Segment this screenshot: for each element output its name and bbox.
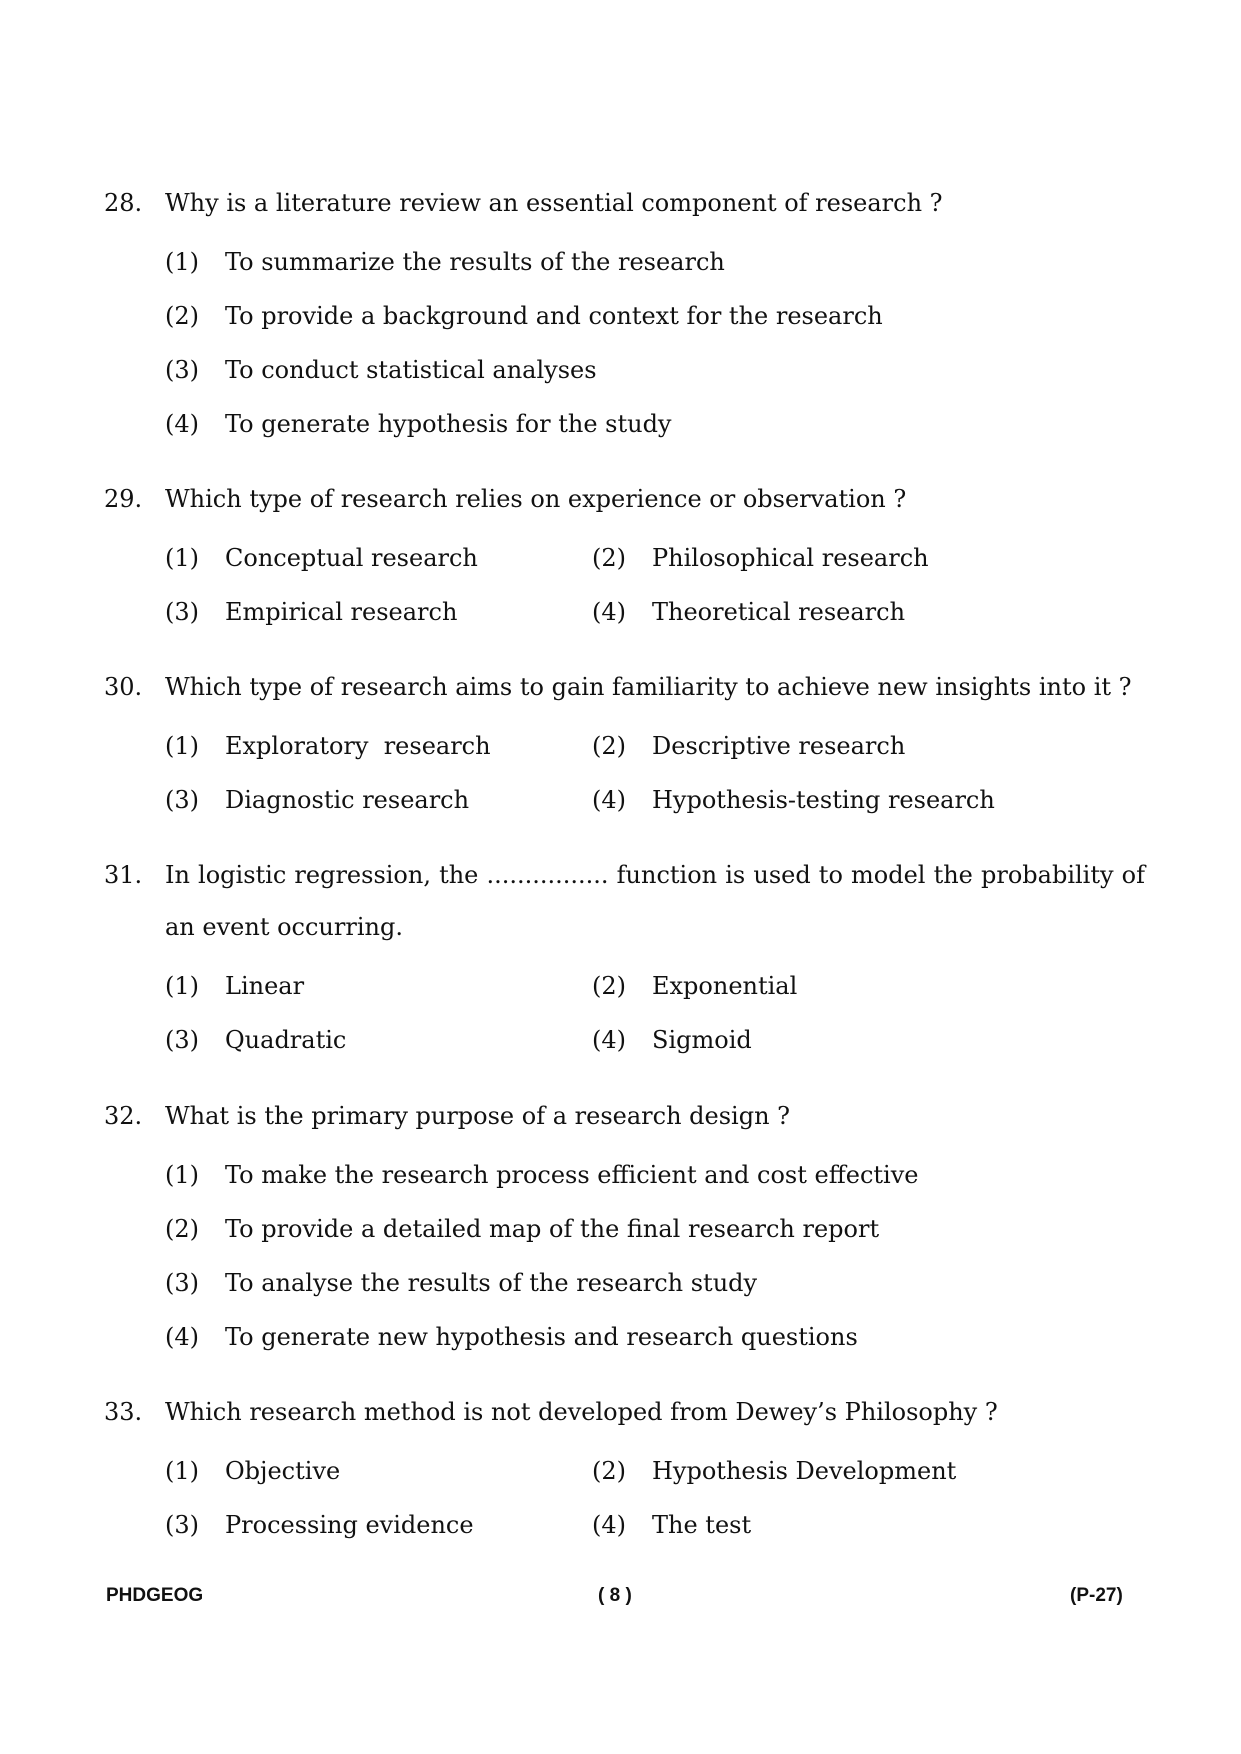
question-number: 28. xyxy=(104,189,143,217)
option-number: (3) xyxy=(165,1026,199,1054)
question-30 xyxy=(104,661,1144,827)
option-text: To make the research process efficient and cost effective xyxy=(225,1161,919,1189)
option-text: Diagnostic research xyxy=(225,786,470,814)
option-number: (4) xyxy=(592,1511,626,1539)
option-text: Hypothesis-testing research xyxy=(652,786,995,814)
option-text: Conceptual research xyxy=(225,544,478,572)
option-number: (2) xyxy=(592,732,626,760)
question-number: 33. xyxy=(104,1398,143,1426)
option-text: To generate hypothesis for the study xyxy=(225,410,672,438)
option-number: (3) xyxy=(165,1269,199,1297)
footer-page-number: ( 8 ) xyxy=(598,1585,632,1606)
option-number: (1) xyxy=(165,1457,199,1485)
option-number: (3) xyxy=(165,598,199,626)
options-list xyxy=(104,531,1144,639)
options-list xyxy=(104,1148,1144,1364)
option-text: To generate new hypothesis and research questions xyxy=(225,1323,858,1351)
option-text: Exploratory research xyxy=(225,732,491,760)
question-number: 29. xyxy=(104,485,143,513)
option-number: (1) xyxy=(165,1161,199,1189)
option-number: (2) xyxy=(592,1457,626,1485)
footer-exam-code: PHDGEOG xyxy=(106,1585,204,1606)
option-text: The test xyxy=(652,1511,752,1539)
question-number: 30. xyxy=(104,673,143,701)
option-text: Processing evidence xyxy=(225,1511,474,1539)
option-number: (4) xyxy=(165,410,199,438)
option-number: (3) xyxy=(165,356,199,384)
question-31 xyxy=(104,849,1144,1067)
option-text: Empirical research xyxy=(225,598,458,626)
option-number: (1) xyxy=(165,972,199,1000)
option-number: (4) xyxy=(592,786,626,814)
options-list xyxy=(104,235,1144,451)
option-number: (4) xyxy=(592,598,626,626)
option-text: Theoretical research xyxy=(652,598,906,626)
question-number: 31. xyxy=(104,861,143,889)
option-number: (2) xyxy=(592,972,626,1000)
option-text: To provide a background and context for the research xyxy=(225,302,883,330)
footer-set-code: (P-27) xyxy=(1070,1585,1123,1606)
option-number: (4) xyxy=(165,1323,199,1351)
option-text: Hypothesis Development xyxy=(652,1457,957,1485)
option-number: (3) xyxy=(165,1511,199,1539)
question-text: Which research method is not developed from Dewey’s Philosophy ? xyxy=(165,1398,998,1426)
option-text: Sigmoid xyxy=(652,1026,752,1054)
option-text: Philosophical research xyxy=(652,544,929,572)
option-text: To summarize the results of the research xyxy=(225,248,725,276)
option-number: (1) xyxy=(165,544,199,572)
question-29 xyxy=(104,473,1144,639)
question-text: What is the primary purpose of a research design ? xyxy=(165,1102,791,1130)
options-list xyxy=(104,959,1144,1067)
option-text: To provide a detailed map of the final research report xyxy=(225,1215,880,1243)
question-text: Why is a literature review an essential component of research ? xyxy=(165,189,943,217)
option-number: (1) xyxy=(165,732,199,760)
option-number: (4) xyxy=(592,1026,626,1054)
question-32 xyxy=(104,1090,1144,1364)
option-text: Linear xyxy=(225,972,305,1000)
option-number: (2) xyxy=(592,544,626,572)
option-text: Descriptive research xyxy=(652,732,906,760)
options-list xyxy=(104,1444,1144,1552)
question-text: Which type of research relies on experience or observation ? xyxy=(165,485,907,513)
option-number: (1) xyxy=(165,248,199,276)
option-number: (2) xyxy=(165,302,199,330)
option-number: (2) xyxy=(165,1215,199,1243)
question-text: In logistic regression, the ................ function is used to model the probability of an event occurring. xyxy=(165,861,1145,941)
question-text: Which type of research aims to gain familiarity to achieve new insights into it ? xyxy=(165,673,1132,701)
option-text: Quadratic xyxy=(225,1026,347,1054)
question-number: 32. xyxy=(104,1102,143,1130)
option-text: To analyse the results of the research study xyxy=(225,1269,758,1297)
option-text: To conduct statistical analyses xyxy=(225,356,597,384)
option-number: (3) xyxy=(165,786,199,814)
question-28 xyxy=(104,177,1144,451)
option-text: Objective xyxy=(225,1457,341,1485)
option-text: Exponential xyxy=(652,972,798,1000)
options-list xyxy=(104,719,1144,827)
question-33 xyxy=(104,1386,1144,1552)
